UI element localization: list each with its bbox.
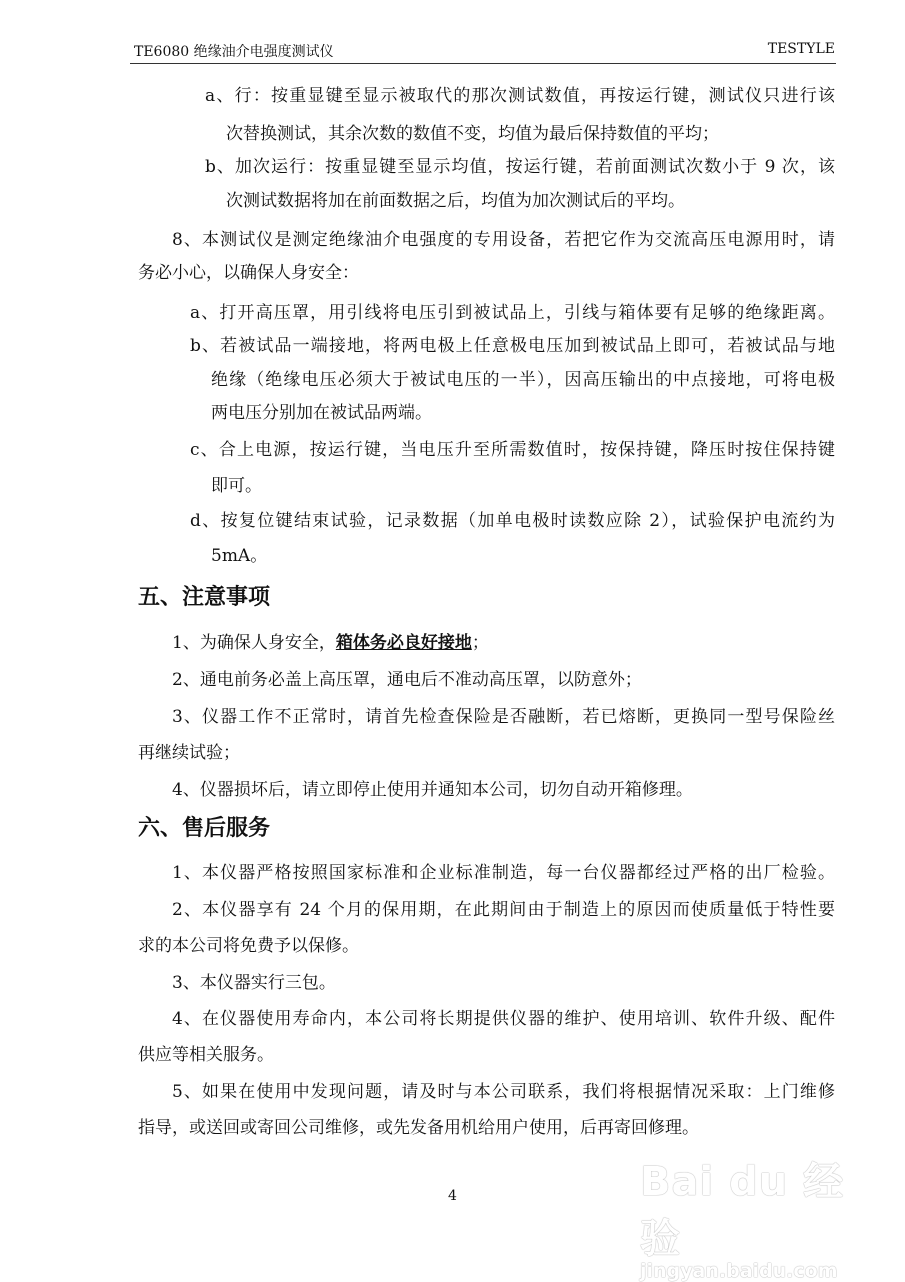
header-brand: TESTYLE	[767, 41, 835, 57]
text-line: 两电压分别加在被试品两端。	[211, 403, 432, 423]
text-line: 指导，或送回或寄回公司维修，或先发备用机给用户使用，后再寄回修理。	[138, 1118, 699, 1138]
text-line: a、打开高压罩，用引线将电压引到被试品上，引线与箱体要有足够的绝缘距离。	[190, 303, 835, 323]
header-title: TE6080 绝缘油介电强度测试仪	[134, 44, 334, 60]
text-line: 2、本仪器享有 24 个月的保用期，在此期间由于制造上的原因而使质量低于特性要	[172, 900, 835, 920]
section-heading-precautions: 五、注意事项	[138, 584, 271, 610]
text-line: 次测试数据将加在前面数据之后，均值为加次测试后的平均。	[226, 191, 685, 211]
text-line: 即可。	[211, 476, 262, 496]
text-line: 4、仪器损坏后，请立即停止使用并通知本公司，切勿自动开箱修理。	[172, 780, 693, 800]
text-line: 绝缘（绝缘电压必须大于被试电压的一半），因高压输出的中点接地，可将电极	[211, 370, 835, 390]
text-line	[172, 633, 489, 653]
text-span: 1、为确保人身安全，	[172, 633, 336, 653]
text-line: 次替换测试，其余次数的数值不变，均值为最后保持数值的平均；	[226, 124, 719, 144]
text-line: b、加次运行：按重显键至显示均值，按运行键，若前面测试次数小于 9 次，该	[205, 157, 835, 177]
text-line: 2、通电前务必盖上高压罩，通电后不准动高压罩，以防意外；	[172, 670, 642, 690]
watermark-logo: Bai du 经验	[640, 1159, 845, 1262]
text-line: 3、仪器工作不正常时，请首先检查保险是否融断，若已熔断，更换同一型号保险丝	[172, 707, 835, 727]
text-line: 5、如果在使用中发现问题，请及时与本公司联系，我们将根据情况采取：上门维修	[172, 1082, 835, 1102]
text-line: 5mA。	[211, 546, 268, 566]
text-span: ；	[471, 633, 489, 653]
baidu-watermark	[640, 1150, 880, 1282]
text-line: 3、本仪器实行三包。	[172, 973, 336, 993]
text-line: 1、本仪器严格按照国家标准和企业标准制造，每一台仪器都经过严格的出厂检验。	[172, 863, 835, 883]
text-line: 务必小心，以确保人身安全：	[138, 263, 359, 283]
text-line: b、若被试品一端接地，将两电极上任意极电压加到被试品上即可，若被试品与地	[190, 336, 835, 356]
text-line: a、行：按重显键至显示被取代的那次测试数值，再按运行键，测试仪只进行该	[205, 86, 835, 106]
text-line: 再继续试验；	[138, 743, 240, 763]
text-line: 求的本公司将免费予以保修。	[138, 936, 359, 956]
watermark-url: jingyan.baidu.com	[640, 1260, 838, 1282]
text-line: 供应等相关服务。	[138, 1045, 274, 1065]
text-line: 4、在仪器使用寿命内，本公司将长期提供仪器的维护、使用培训、软件升级、配件	[172, 1009, 835, 1029]
section-heading-after-sales: 六、售后服务	[138, 815, 271, 841]
text-line: 8、本测试仪是测定绝缘油介电强度的专用设备，若把它作为交流高压电源用时，请	[172, 230, 835, 250]
page-number: 4	[448, 1188, 457, 1204]
emphasized-text: 箱体务必良好接地	[335, 633, 472, 653]
header-rule	[130, 63, 836, 64]
text-line: c、合上电源，按运行键，当电压升至所需数值时，按保持键，降压时按住保持键	[190, 440, 835, 460]
text-line: d、按复位键结束试验，记录数据（加单电极时读数应除 2），试验保护电流约为	[190, 511, 835, 531]
